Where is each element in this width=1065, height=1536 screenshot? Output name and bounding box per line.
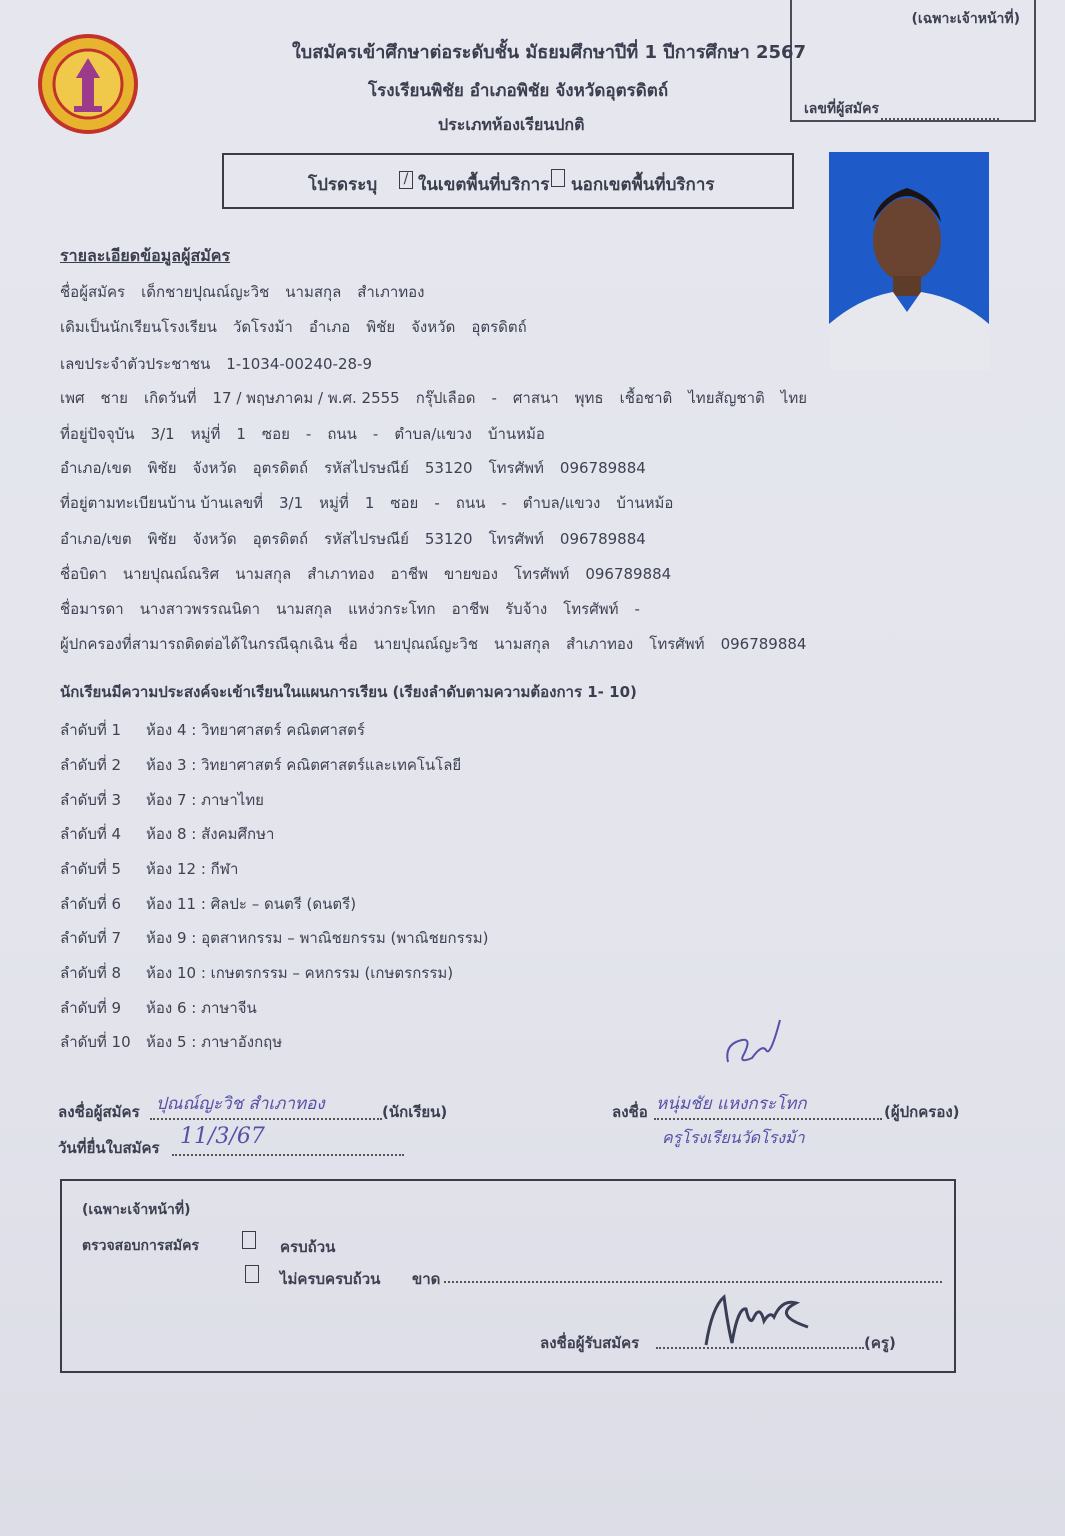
personal-info-row: เพศ ชาย เกิดวันที่ 17 / พฤษภาคม / พ.ศ. 2555 กรุ๊ปเลือด - ศาสนา พุทธ เชื้อชาติ ไทยสัญชาติ ไทย	[60, 389, 808, 407]
applicant-sign-suffix: (นักเรียน)	[382, 1103, 448, 1121]
preferences-title: นักเรียนมีความประสงค์จะเข้าเรียนในแผนการเรียน (เรียงลำดับตามความต้องการ 1- 10)	[60, 683, 637, 701]
applicant-photo	[829, 152, 989, 370]
missing-label: ขาด	[412, 1270, 441, 1288]
staff-title: (เฉพาะเจ้าหน้าที่)	[82, 1202, 191, 1218]
preference-item: ลำดับที่ 9 ห้อง 6 : ภาษาจีน	[60, 999, 257, 1017]
guardian-signature: หนุ่มชัย แหงกระโทก	[656, 1094, 807, 1114]
complete-label: ครบถ้วน	[280, 1238, 336, 1256]
father-row: ชื่อบิดา นายปุณณ์ณริศ นามสกุล สำเภาทอง อาชีพ ขายของ โทรศัพท์ 096789884	[60, 565, 672, 583]
complete-checkbox[interactable]	[242, 1231, 256, 1249]
preference-item: ลำดับที่ 6 ห้อง 11 : ศิลปะ – ดนตรี (ดนตรี)	[60, 895, 357, 913]
mother-row: ชื่อมารดา นางสาวพรรณนิดา นามสกุล แหง่วกระโทก อาชีพ รับจ้าง โทรศัพท์ -	[60, 600, 640, 618]
specify-label: โปรดระบุ	[308, 175, 378, 195]
current-address-row-1: ที่อยู่ปัจจุบัน 3/1 หมู่ที่ 1 ซอย - ถนน - ตำบล/แขวง บ้านหม้อ	[60, 425, 545, 443]
applicant-sign-label: ลงชื่อผู้สมัคร	[58, 1103, 140, 1121]
previous-school-row: เดิมเป็นนักเรียนโรงเรียน วัดโรงม้า อำเภอ พิชัย จังหวัด อุตรดิตถ์	[60, 318, 527, 336]
applicant-name-row: ชื่อผู้สมัคร เด็กชายปุณณ์ญะวิช นามสกุล สำเภาทอง	[60, 283, 425, 301]
guardian-row: ผู้ปกครองที่สามารถติดต่อได้ในกรณีฉุกเฉิน ชื่อ นายปุณณ์ญะวิช นามสกุล สำเภาทอง โทรศัพท์ 096789884	[60, 635, 807, 653]
office-use-box	[790, 0, 1036, 122]
out-area-label: นอกเขตพื้นที่บริการ	[571, 175, 715, 195]
guardian-note: ครูโรงเรียนวัดโรงม้า	[662, 1128, 805, 1147]
date-line[interactable]	[172, 1154, 404, 1156]
preference-item: ลำดับที่ 4 ห้อง 8 : สังคมศึกษา	[60, 825, 275, 843]
preference-item: ลำดับที่ 10 ห้อง 5 : ภาษาอังกฤษ	[60, 1033, 283, 1051]
preference-item: ลำดับที่ 8 ห้อง 10 : เกษตรกรรม – คหกรรม (เกษตรกรรม)	[60, 964, 454, 982]
missing-field[interactable]	[444, 1281, 942, 1283]
applicant-number-field[interactable]: เลขที่ผู้สมัคร	[804, 98, 999, 120]
out-area-checkbox[interactable]	[551, 169, 565, 187]
guardian-sign-suffix: (ผู้ปกครอง)	[884, 1103, 960, 1121]
receiver-sign-suffix: (ครู)	[864, 1334, 896, 1352]
preference-item: ลำดับที่ 7 ห้อง 9 : อุตสาหกรรม – พาณิชยกรรม (พาณิชยกรรม)	[60, 929, 489, 947]
registered-address-row-1: ที่อยู่ตามทะเบียนบ้าน บ้านเลขที่ 3/1 หมู่ที่ 1 ซอย - ถนน - ตำบล/แขวง บ้านหม้อ	[60, 494, 674, 512]
date-handwritten: 11/3/67	[180, 1124, 265, 1149]
receiver-signature	[702, 1287, 814, 1349]
preference-item: ลำดับที่ 2 ห้อง 3 : วิทยาศาสตร์ คณิตศาสตร์และเทคโนโลยี	[60, 756, 462, 774]
section-title: รายละเอียดข้อมูลผู้สมัคร	[60, 246, 231, 265]
check-label: ตรวจสอบการสมัคร	[82, 1238, 200, 1254]
date-label: วันที่ยื่นใบสมัคร	[58, 1139, 160, 1157]
national-id-row: เลขประจำตัวประชาชน 1-1034-00240-28-9	[60, 355, 372, 373]
staff-use-box	[60, 1179, 956, 1373]
applicant-signature: ปุณณ์ญะวิช สำเภาทอง	[156, 1094, 325, 1114]
guardian-sign-line[interactable]	[654, 1118, 882, 1120]
guardian-initial-mark	[722, 1014, 788, 1070]
office-use-title: (เฉพาะเจ้าหน้าที่)	[911, 11, 1020, 27]
preference-item: ลำดับที่ 1 ห้อง 4 : วิทยาศาสตร์ คณิตศาสตร์	[60, 721, 365, 739]
in-area-checkbox[interactable]: /	[399, 171, 413, 189]
preference-item: ลำดับที่ 5 ห้อง 12 : กีฬา	[60, 860, 239, 878]
service-area-box	[222, 153, 794, 209]
current-address-row-2: อำเภอ/เขต พิชัย จังหวัด อุตรดิตถ์ รหัสไปรษณีย์ 53120 โทรศัพท์ 096789884	[60, 459, 646, 477]
school-logo	[38, 34, 138, 134]
in-area-label: ในเขตพื้นที่บริการ	[418, 175, 550, 195]
incomplete-label: ไม่ครบครบถ้วน	[280, 1270, 381, 1288]
guardian-sign-label: ลงชื่อ	[612, 1103, 648, 1121]
receiver-sign-label: ลงชื่อผู้รับสมัคร	[540, 1334, 640, 1352]
applicant-sign-line[interactable]	[150, 1118, 382, 1120]
classroom-type: ประเภทห้องเรียนปกติ	[438, 115, 585, 134]
incomplete-checkbox[interactable]	[245, 1265, 259, 1283]
registered-address-row-2: อำเภอ/เขต พิชัย จังหวัด อุตรดิตถ์ รหัสไปรษณีย์ 53120 โทรศัพท์ 096789884	[60, 530, 646, 548]
preference-item: ลำดับที่ 3 ห้อง 7 : ภาษาไทย	[60, 791, 264, 809]
form-title: ใบสมัครเข้าศึกษาต่อระดับชั้น มัธยมศึกษาปีที่ 1 ปีการศึกษา 2567	[292, 42, 807, 63]
school-name: โรงเรียนพิชัย อำเภอพิชัย จังหวัดอุตรดิตถ์	[368, 81, 669, 101]
